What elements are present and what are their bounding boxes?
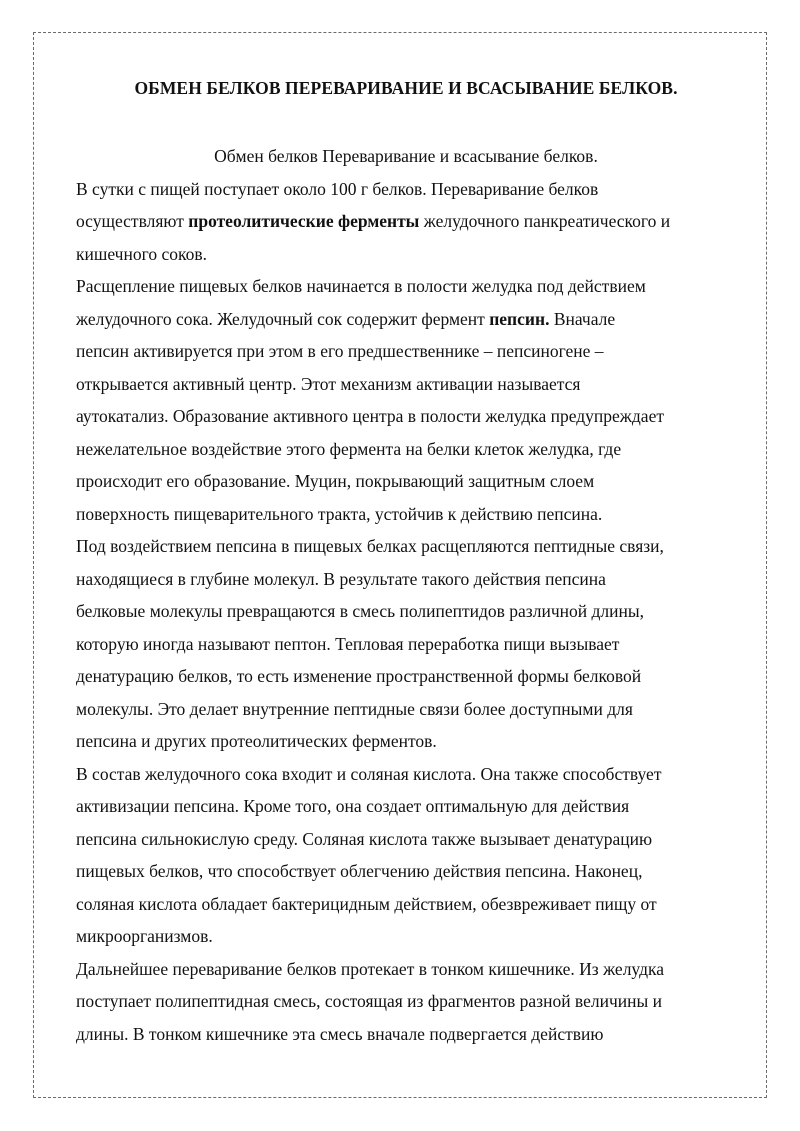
document-title: ОБМЕН БЕЛКОВ ПЕРЕВАРИВАНИЕ И ВСАСЫВАНИЕ БЕЛКОВ. [134,78,678,98]
text-line: активизации пепсина. Кроме того, она создает оптимальную для действия [76,796,630,816]
text-line: осуществляют протеолитические ферменты желудочного панкреатического и [76,211,671,231]
text-line: аутокатализ. Образование активного центра в полости желудка предупреждает [76,406,664,426]
document-subtitle: Обмен белков Переваривание и всасывание белков. [214,146,598,166]
paragraph-small-intestine [76,953,736,1051]
text-line: соляная кислота обладает бактерицидным действием, обезвреживает пищу от [76,893,657,914]
text-line: микроорганизмов. [76,926,213,946]
text-line: открывается активный центр. Этот механизм активации называется [76,373,581,394]
paragraph-hydrochloric-acid [76,758,736,953]
bold-term-proteolytic-enzymes: протеолитические ферменты [188,211,420,231]
text-line: В состав желудочного сока входит и соляная кислота. Она также способствует [76,763,662,784]
paragraph-intro [76,173,736,271]
text-line: пепсина сильнокислую среду. Соляная кислота также вызывает денатурацию [76,828,653,849]
paragraph-peptide-bonds [76,530,736,758]
text-line: поступает полипептидная смесь, состоящая из фрагментов разной величины и [76,991,662,1011]
paragraph-pepsin [76,270,736,530]
text-line: которую иногда называют пептон. Тепловая переработка пищи вызывает [76,633,620,654]
bold-term-pepsin: пепсин. [489,308,550,329]
document-body [76,74,736,1050]
text-line: белковые молекулы превращаются в смесь полипептидов различной длины, [76,601,644,621]
text-line: Дальнейшее переваривание белков протекает в тонком кишечнике. Из желудка [76,958,664,979]
text-line: молекулы. Это делает внутренние пептидные связи более доступными для [76,698,633,719]
text-line: длины. В тонком кишечнике эта смесь вначале подвергается действию [76,1023,604,1044]
text-line: находящиеся в глубине молекул. В результате такого действия пепсина [76,568,606,589]
text-line: денатурацию белков, то есть изменение пространственной формы белковой [76,666,642,686]
text-line: кишечного соков. [76,243,207,264]
text-line: желудочного сока. Желудочный сок содержит фермент пепсин. Вначале [76,308,616,329]
text-line: нежелательное воздействие этого фермента на белки клеток желудка, где [76,438,622,459]
text-line: пепсина и других протеолитических ферментов. [76,731,437,751]
text-line: В сутки с пищей поступает около 100 г белков. Переваривание белков [76,178,599,199]
text-line: происходит его образование. Муцин, покрывающий защитным слоем [76,471,595,491]
text-line: пепсин активируется при этом в его предшественнике – пепсиногене – [76,341,604,361]
text-line: Расщепление пищевых белков начинается в полости желудка под действием [76,276,646,296]
text-line: поверхность пищеварительного тракта, устойчив к действию пепсина. [76,503,603,524]
text-line: пищевых белков, что способствует облегчению действия пепсина. Наконец, [76,861,643,881]
text-line: Под воздействием пепсина в пищевых белках расщепляются пептидные связи, [76,536,664,556]
